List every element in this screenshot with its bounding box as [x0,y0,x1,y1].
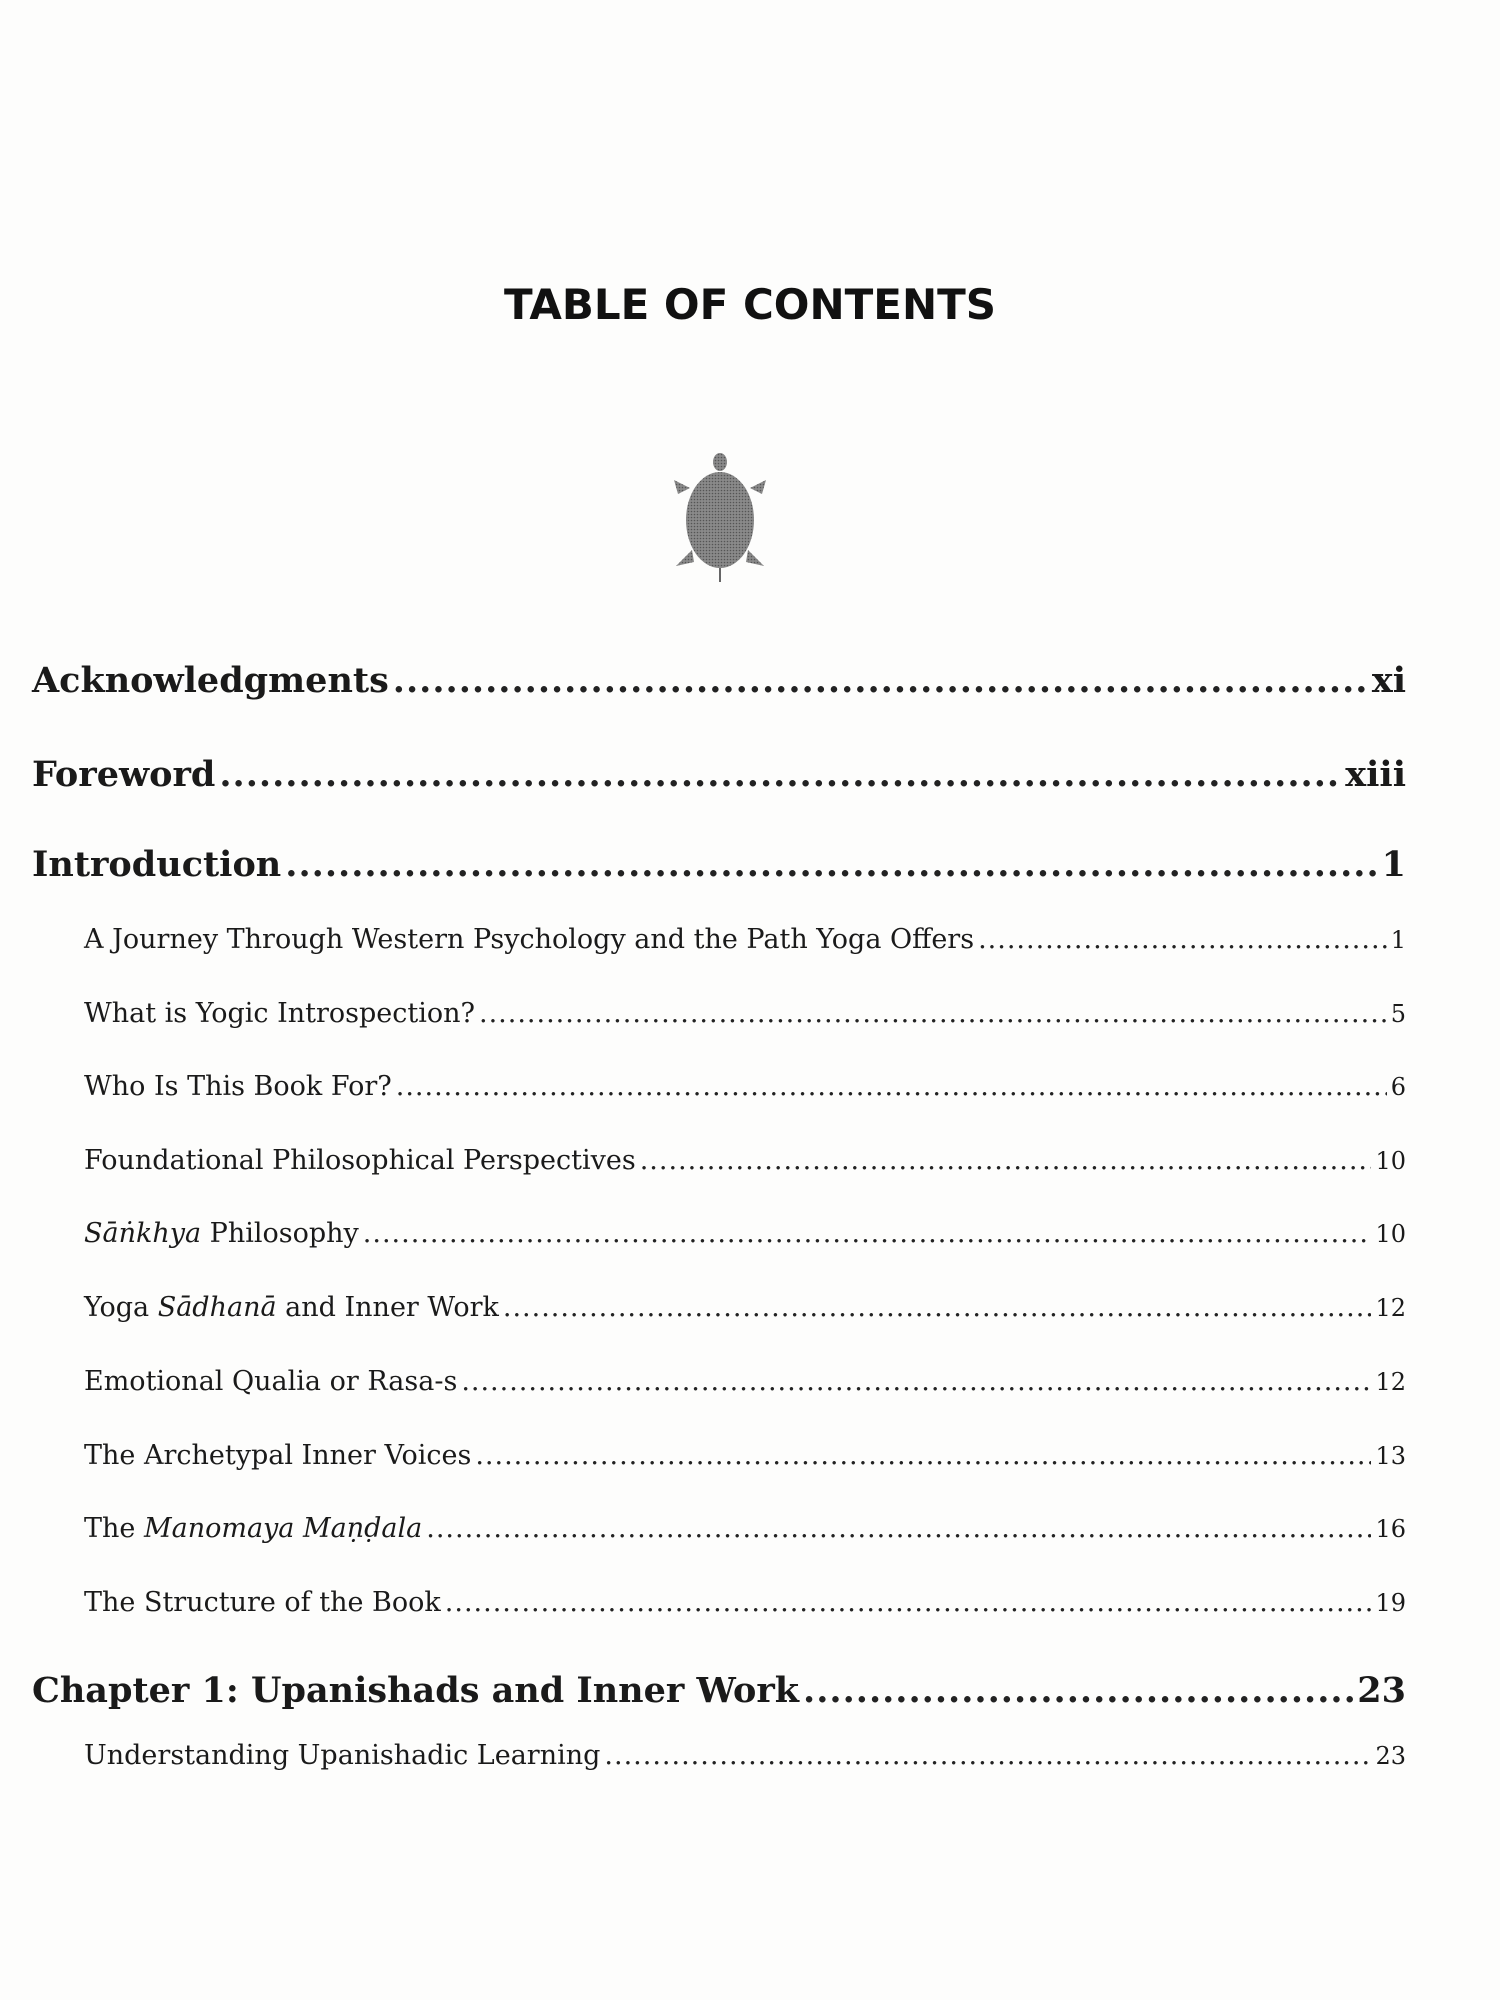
toc-entry-foundational[interactable] [32,1145,1406,1176]
toc-entry-label: The Archetypal Inner Voices [84,1440,472,1471]
toc-page-number: xiii [1345,754,1406,795]
toc-page-number: 10 [1375,1220,1406,1248]
toc-entry-foreword[interactable] [32,754,1406,795]
page-title: TABLE OF CONTENTS [503,280,997,329]
toc-entry-yoga-sadhana[interactable] [32,1292,1406,1323]
toc-entry-structure[interactable] [32,1587,1406,1618]
dot-leader [475,1440,1371,1471]
dot-leader [445,1587,1372,1618]
toc-page-number: 1 [1390,926,1406,954]
toc-page-number: 23 [1375,1742,1406,1770]
toc-page-number: 12 [1375,1294,1406,1322]
dot-leader [426,1513,1371,1544]
toc-page-number: 5 [1390,1000,1406,1028]
toc-page-number: 16 [1375,1515,1406,1543]
dot-leader [393,660,1368,701]
toc-entry-label: Foundational Philosophical Perspectives [84,1145,636,1176]
dot-leader [285,844,1377,885]
toc-entry-journey[interactable] [32,924,1406,955]
toc-page-number: 6 [1390,1073,1406,1101]
label-text: and Inner Work [276,1292,499,1323]
toc-entry-yogic-introspection[interactable] [32,998,1406,1029]
toc-page-number: 19 [1375,1589,1406,1617]
toc-entry-upanishadic-learning[interactable] [32,1740,1406,1771]
toc-entry-chapter-1[interactable] [32,1670,1406,1711]
dot-leader [461,1366,1371,1397]
toc-entry-label [84,1218,359,1249]
toc-entry-label: Foreword [32,754,216,795]
dot-leader [396,1071,1387,1102]
italic-term: Manomaya Maṇḍala [143,1513,423,1544]
toc-entry-archetypal[interactable] [32,1440,1406,1471]
toc-page-number: 13 [1375,1442,1406,1470]
dot-leader [803,1670,1353,1711]
toc-page-number: xi [1371,660,1406,701]
turtle-icon [660,450,780,590]
toc-entry-label: Understanding Upanishadic Learning [84,1740,601,1771]
toc-page-number: 1 [1381,844,1406,885]
toc-entry-label: Chapter 1: Upanishads and Inner Work [32,1670,800,1711]
toc-entry-acknowledgments[interactable] [32,660,1406,701]
dot-leader [604,1740,1371,1771]
toc-entry-emotional-qualia[interactable] [32,1366,1406,1397]
toc-entry-label [84,1513,422,1544]
toc-page-number: 12 [1375,1368,1406,1396]
dot-leader [479,998,1387,1029]
toc-entry-label: Emotional Qualia or Rasa-s [84,1366,458,1397]
dot-leader [503,1292,1372,1323]
dot-leader [978,924,1387,955]
label-text: Philosophy [201,1218,359,1249]
toc-entry-label: What is Yogic Introspection? [84,998,476,1029]
toc-entry-manomaya[interactable] [32,1513,1406,1544]
label-text: Yoga [84,1292,158,1323]
toc-page-number: 23 [1357,1670,1406,1711]
italic-term: Sāṅkhya [84,1218,202,1249]
dot-leader [363,1218,1372,1249]
toc-entry-who-for[interactable] [32,1071,1406,1102]
label-text: The [84,1513,144,1544]
toc-entry-label: A Journey Through Western Psychology and the Path Yoga Offers [84,924,975,955]
dot-leader [640,1145,1372,1176]
italic-term: Sādhanā [157,1292,277,1323]
toc-entry-sankhya[interactable] [32,1218,1406,1249]
toc-entry-label [84,1292,499,1323]
toc-entry-introduction[interactable] [32,844,1406,885]
toc-entry-label: Acknowledgments [32,660,389,701]
toc-entry-label: The Structure of the Book [84,1587,441,1618]
toc-entry-label: Introduction [32,844,282,885]
toc-entry-label: Who Is This Book For? [84,1071,392,1102]
toc-page-number: 10 [1375,1147,1406,1175]
dot-leader [219,754,1341,795]
